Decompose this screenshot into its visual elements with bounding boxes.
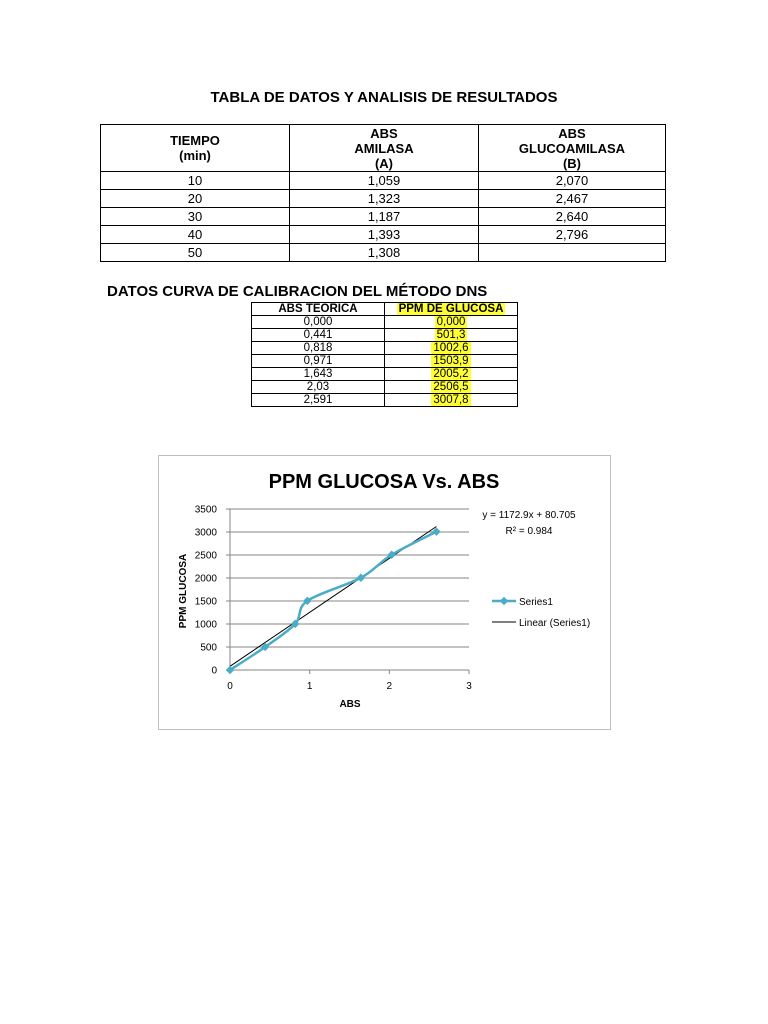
header-text: ABS xyxy=(558,125,586,141)
table-row xyxy=(101,208,666,226)
header-abs-amilasa xyxy=(290,125,479,172)
table-cell xyxy=(385,368,518,381)
table-row xyxy=(252,342,518,355)
results-table xyxy=(100,124,666,262)
x-axis-ticks xyxy=(227,670,472,692)
table-cell: 40 xyxy=(101,226,290,244)
y-axis-ticks xyxy=(195,505,230,677)
table-cell: 2,467 xyxy=(479,190,666,208)
legend-series1-marker xyxy=(500,597,508,605)
table-cell: 2,796 xyxy=(479,226,666,244)
table-cell xyxy=(385,342,518,355)
y-tick-label: 2500 xyxy=(194,550,217,562)
header-text: GLUCOAMILASA xyxy=(518,140,626,156)
legend-series1-label: Series1 xyxy=(519,597,553,608)
header-text: (min) xyxy=(179,148,211,163)
table-cell: 30 xyxy=(101,208,290,226)
highlighted-text: 1503,9 xyxy=(433,355,469,367)
table-cell: 2,070 xyxy=(479,172,666,190)
highlighted-text: 0,000 xyxy=(436,316,466,328)
trendline-r2: R² = 0.984 xyxy=(505,526,553,537)
header-ppm-glucosa xyxy=(385,303,518,316)
table-cell xyxy=(385,381,518,394)
table-row xyxy=(101,172,666,190)
table-cell: 1,059 xyxy=(290,172,479,190)
table-cell: 0,971 xyxy=(252,355,385,368)
table-cell: 0,441 xyxy=(252,329,385,342)
table-cell: 1,643 xyxy=(252,368,385,381)
legend-trendline-label: Linear (Series1) xyxy=(519,618,591,629)
table-header-row xyxy=(101,125,666,172)
table-cell: 0,818 xyxy=(252,342,385,355)
highlighted-text: PPM DE GLUCOSA xyxy=(398,303,504,315)
highlighted-text: 3007,8 xyxy=(433,394,469,406)
header-text: ABS xyxy=(370,125,398,141)
table-row xyxy=(101,226,666,244)
calibration-header-row xyxy=(252,303,518,316)
table-cell xyxy=(385,316,518,329)
header-abs-teorica: ABS TEORICA xyxy=(252,303,385,316)
table-cell: 50 xyxy=(101,244,290,262)
x-tick-label: 0 xyxy=(227,681,233,692)
table-cell: 1,187 xyxy=(290,208,479,226)
highlighted-text: 501,3 xyxy=(436,329,466,341)
table-row xyxy=(252,355,518,368)
table-cell: 2,591 xyxy=(252,394,385,407)
y-tick-label: 3500 xyxy=(194,504,217,516)
table-row xyxy=(252,394,518,407)
table-row xyxy=(101,190,666,208)
table-cell: 2,640 xyxy=(479,208,666,226)
table-cell: 1,393 xyxy=(290,226,479,244)
header-abs-glucoamilasa xyxy=(479,125,666,172)
header-text: (A) xyxy=(374,155,394,171)
page-title: TABLA DE DATOS Y ANALISIS DE RESULTADOS xyxy=(210,89,558,106)
table-cell xyxy=(385,394,518,407)
header-tiempo xyxy=(101,125,290,172)
header-text: (B) xyxy=(562,155,582,171)
table-row xyxy=(252,329,518,342)
x-axis-label: ABS xyxy=(339,699,361,710)
table-cell xyxy=(385,355,518,368)
header-text: AMILASA xyxy=(354,140,414,156)
x-tick-label: 3 xyxy=(466,681,472,692)
calibration-title: DATOS CURVA DE CALIBRACION DEL MÉTODO DNS xyxy=(107,283,488,300)
y-tick-label: 1500 xyxy=(194,596,217,608)
table-cell: 20 xyxy=(101,190,290,208)
y-tick-label: 0 xyxy=(211,665,217,677)
x-tick-label: 2 xyxy=(386,681,393,692)
table-row xyxy=(252,368,518,381)
plot-area xyxy=(226,526,441,674)
y-axis-label: PPM GLUCOSA xyxy=(178,553,189,629)
y-tick-label: 3000 xyxy=(194,527,217,539)
table-cell xyxy=(479,244,666,262)
legend xyxy=(492,597,590,629)
trendline-equation: y = 1172.9x + 80.705 xyxy=(482,510,576,521)
y-tick-label: 500 xyxy=(200,642,217,654)
highlighted-text: 2005,2 xyxy=(433,368,469,380)
header-text: TIEMPO xyxy=(170,133,220,148)
table-cell xyxy=(385,329,518,342)
table-cell: 1,308 xyxy=(290,244,479,262)
table-cell: 0,000 xyxy=(252,316,385,329)
chart-svg xyxy=(159,456,610,729)
chart-title: PPM GLUCOSA Vs. ABS xyxy=(268,471,500,493)
y-tick-label: 2000 xyxy=(194,573,217,585)
table-cell: 1,323 xyxy=(290,190,479,208)
table-cell: 2,03 xyxy=(252,381,385,394)
table-cell: 10 xyxy=(101,172,290,190)
x-tick-label: 1 xyxy=(306,681,313,692)
highlighted-text: 1002,6 xyxy=(433,342,469,354)
highlighted-text: 2506,5 xyxy=(433,381,469,393)
table-row xyxy=(252,381,518,394)
table-row xyxy=(252,316,518,329)
chart-container xyxy=(158,455,611,730)
calibration-table xyxy=(251,302,518,407)
table-row xyxy=(101,244,666,262)
chart-grid xyxy=(230,509,469,647)
y-tick-label: 1000 xyxy=(194,619,217,631)
